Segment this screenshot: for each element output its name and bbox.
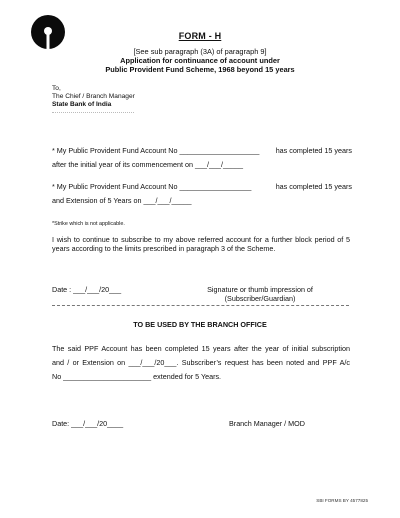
strike-note: *Strike which is not applicable. <box>52 221 125 227</box>
address-dotted-line <box>52 112 134 113</box>
branch-office-line-3: No ______________________ extended for 5 Years. <box>52 372 222 381</box>
declaration-1-completed: has completed 15 years <box>275 146 352 155</box>
heading-line-1: Application for continuance of account under <box>120 56 280 65</box>
continue-line-1: I wish to continue to subscribe to my above referred account for a further block period of 5 <box>52 235 350 244</box>
declaration-1-account: * My Public Provident Fund Account No ____________________ <box>52 146 260 155</box>
branch-office-line-2: and / or Extension on ___/___/20___. Subscriber’s request has been noted and PPF A/c <box>52 358 350 367</box>
section-divider <box>52 305 349 306</box>
declaration-2-completed: has completed 15 years <box>275 182 352 191</box>
signature-label-line-2: (Subscriber/Guardian) <box>224 294 296 303</box>
declaration-1-line-1 <box>52 146 352 155</box>
form-code: SBI FORMS BY 4577825 <box>316 498 368 503</box>
reference-line: [See sub paragraph (3A) of paragraph 9] <box>133 47 267 56</box>
branch-manager-label: Branch Manager / MOD <box>229 419 305 428</box>
declaration-2-line-1 <box>52 182 352 191</box>
signature-label-line-1: Signature or thumb impression of <box>207 285 313 294</box>
branch-date: Date: ___/___/20____ <box>52 419 124 428</box>
form-title: FORM - H <box>178 31 222 41</box>
heading-line-2: Public Provident Fund Scheme, 1968 beyond 15 years <box>105 65 295 74</box>
addressee-bank: State Bank of India <box>52 101 112 108</box>
declaration-2-account: * My Public Provident Fund Account No __________________ <box>52 182 252 191</box>
declaration-1-line-2: after the initial year of its commencement on ___/___/_____ <box>52 160 243 169</box>
addressee-role: The Chief / Branch Manager <box>52 93 135 100</box>
continue-line-2: years according to the limits prescribed in paragraph 3 of the Scheme. <box>52 244 276 253</box>
declaration-2-line-2: and Extension of 5 Years on ___/___/_____ <box>52 196 192 205</box>
branch-office-line-1: The said PPF Account has been completed 15 years after the year of initial subscription <box>52 344 350 353</box>
branch-office-heading: TO BE USED BY THE BRANCH OFFICE <box>133 320 267 329</box>
applicant-date: Date : ___/___/20___ <box>52 285 122 294</box>
addressee-to: To, <box>52 85 61 92</box>
